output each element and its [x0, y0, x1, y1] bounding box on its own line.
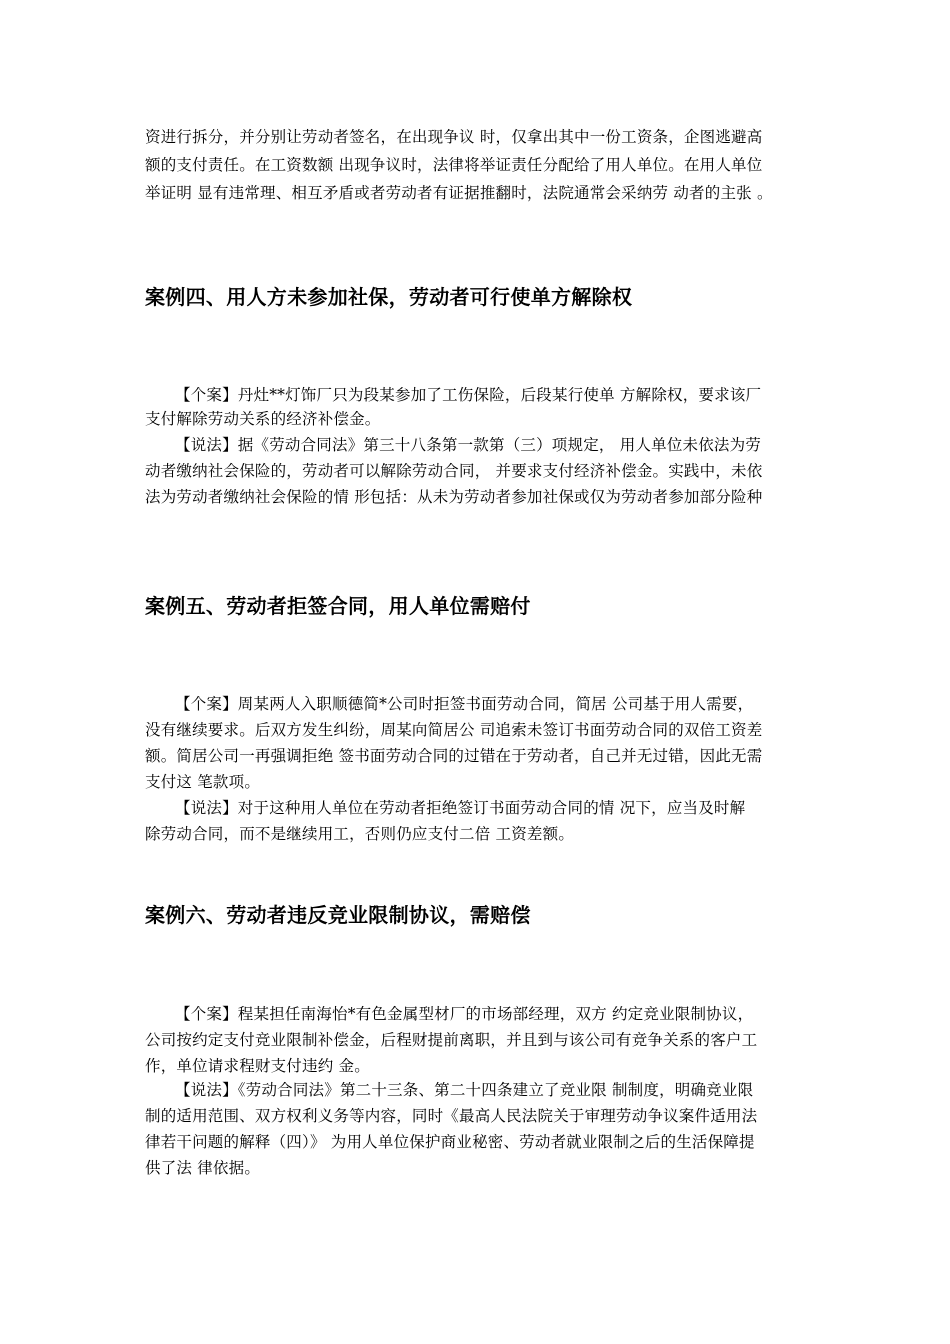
case5-line-2: 没有继续要求。后双方发生纠纷，周某向简居公 司追索未签订书面劳动合同的双倍工资差 [145, 721, 763, 739]
intro-line-1: 资进行拆分，并分别让劳动者签名，在出现争议 时，仅拿出其中一份工资条，企图逃避高 [145, 128, 763, 146]
case6-line-3: 作，单位请求程财支付违约 金。 [145, 1057, 370, 1075]
case6-line-1: 【个案】程某担任南海怡*有色金属型材厂的市场部经理，双方 约定竞业限制协议， [175, 1005, 754, 1023]
case4-line-1: 【个案】丹灶**灯饰厂只为段某参加了工伤保险，后段某行使单 方解除权，要求该厂 [175, 386, 762, 404]
case6-heading: 案例六、劳动者违反竞业限制协议，需赔偿 [145, 903, 531, 927]
case5-heading: 案例五、劳动者拒签合同，用人单位需赔付 [145, 594, 531, 618]
case6-line-4: 【说法】《劳动合同法》第二十三条、第二十四条建立了竞业限 制制度，明确竞业限 [175, 1081, 754, 1099]
intro-line-2: 额的支付责任。在工资数额 出现争议时，法律将举证责任分配给了用人单位。在用人单位 [145, 156, 763, 174]
case4-heading: 案例四、用人方未参加社保，劳动者可行使单方解除权 [145, 285, 633, 309]
intro-line-3: 举证明 显有违常理、相互矛盾或者劳动者有证据推翻时，法院通常会采纳劳 动者的主张 。 [145, 184, 773, 202]
case6-line-7: 供了法 律依据。 [145, 1159, 261, 1177]
case6-line-6: 律若干问题的解释（四）》 为用人单位保护商业秘密、劳动者就业限制之后的生活保障提 [145, 1133, 755, 1151]
case4-line-4: 动者缴纳社会保险的，劳动者可以解除劳动合同， 并要求支付经济补偿金。实践中，未依 [145, 462, 763, 480]
case6-line-5: 制的适用范围、双方权利义务等内容，同时《最高人民法院关于审理劳动争议案件适用法 [145, 1107, 758, 1125]
case5-line-3: 额。简居公司一再强调拒绝 签书面劳动合同的过错在于劳动者，自己并无过错，因此无需 [145, 747, 763, 765]
case5-line-1: 【个案】周某两人入职顺德简*公司时拒签书面劳动合同，简居 公司基于用人需要， [175, 695, 754, 713]
case4-line-5: 法为劳动者缴纳社会保险的情 形包括：从未为劳动者参加社保或仅为劳动者参加部分险种 [145, 488, 763, 506]
case5-line-5: 【说法】对于这种用人单位在劳动者拒绝签订书面劳动合同的情 况下，应当及时解 [175, 799, 746, 817]
case6-line-2: 公司按约定支付竞业限制补偿金，后程财提前离职，并且到与该公司有竞争关系的客户工 [145, 1031, 758, 1049]
case5-line-4: 支付这 笔款项。 [145, 773, 261, 791]
case5-line-6: 除劳动合同，而不是继续用工，否则仍应支付二倍 工资差额。 [145, 825, 575, 843]
case4-line-2: 支付解除劳动关系的经济补偿金。 [145, 410, 381, 428]
case4-line-3: 【说法】据《劳动合同法》第三十八条第一款第（三）项规定， 用人单位未依法为劳 [175, 436, 762, 454]
